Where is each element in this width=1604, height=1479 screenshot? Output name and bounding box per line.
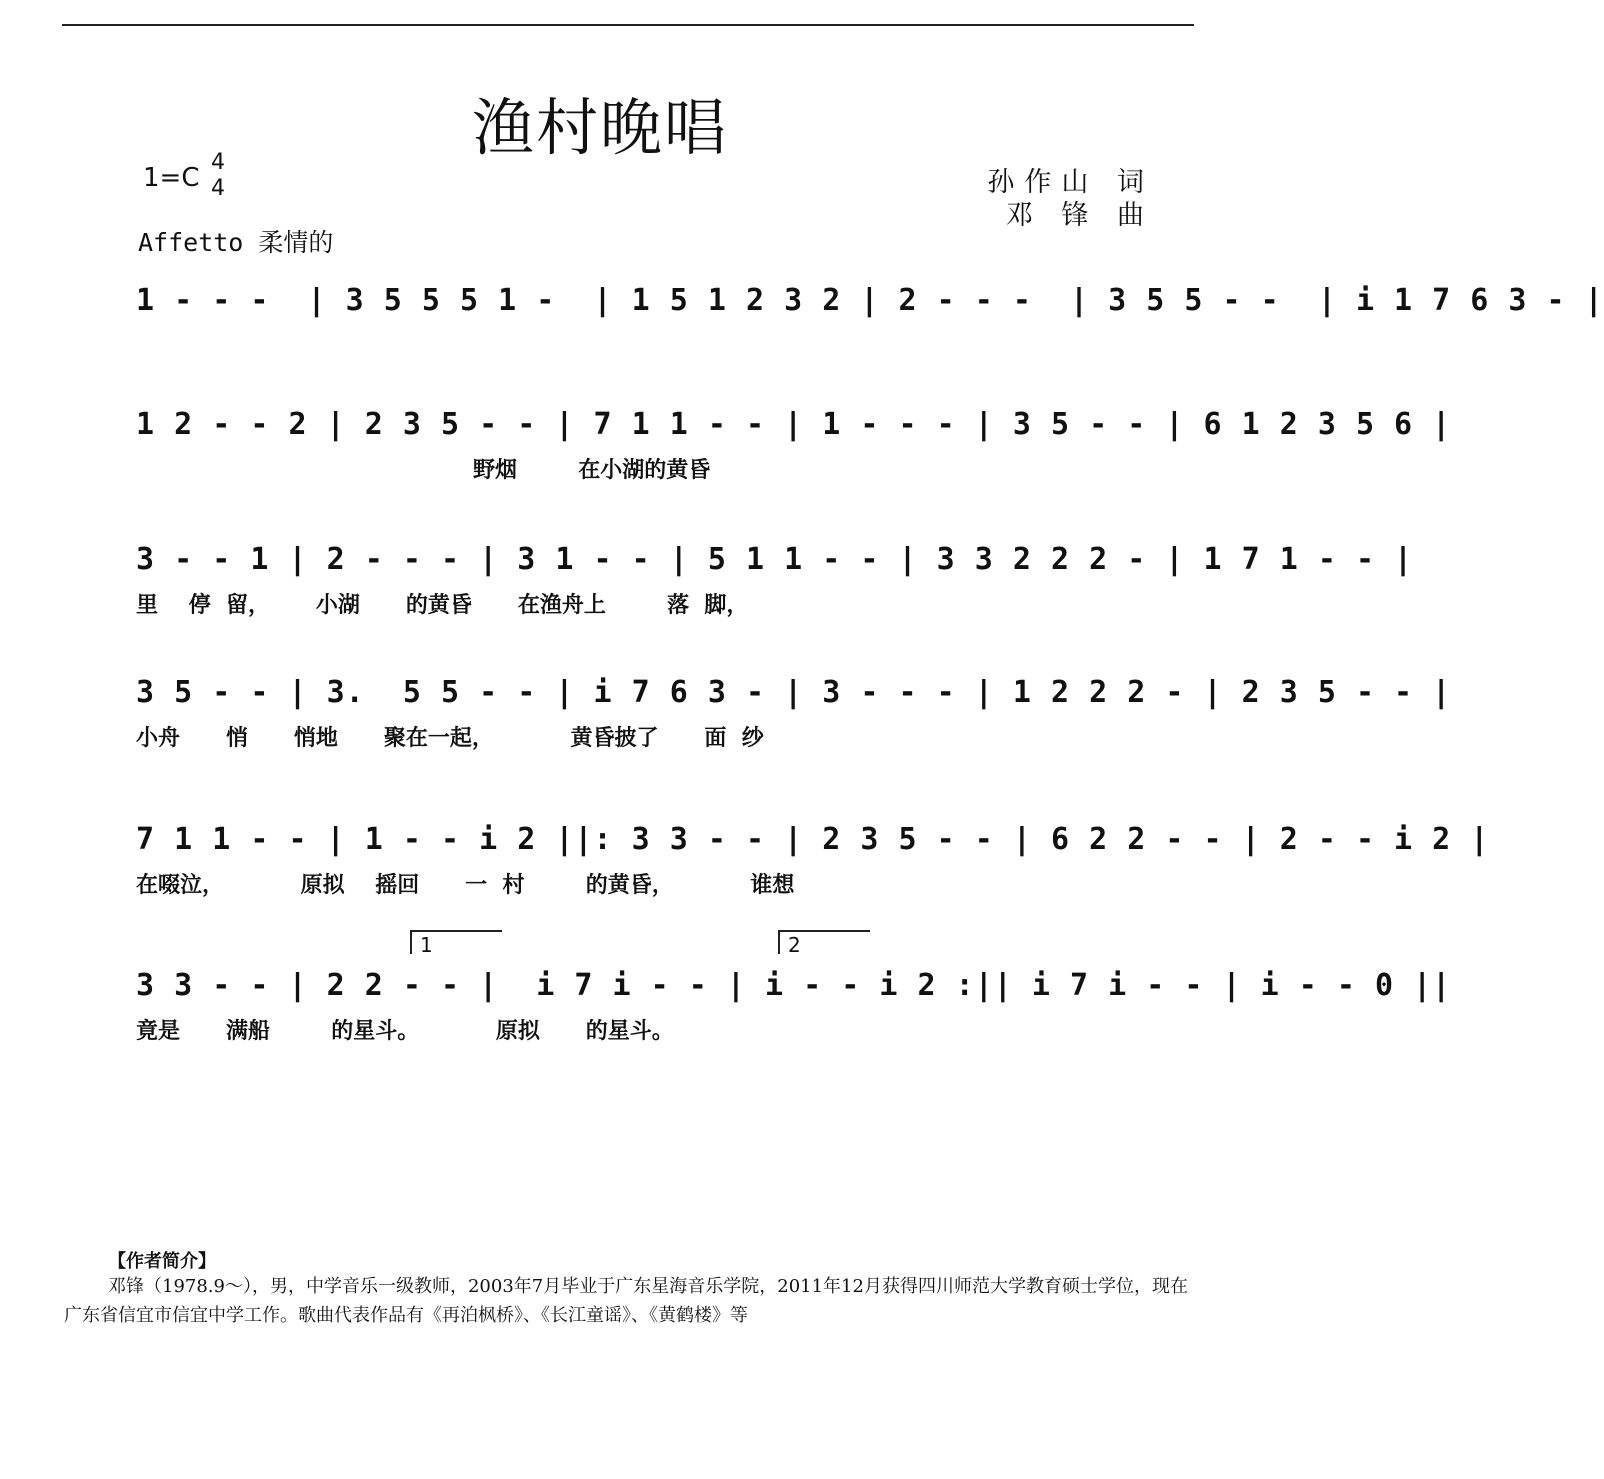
top-rule	[62, 24, 1194, 26]
lyrics-line: 里 停 留， 小湖 的黄昏 在渔舟上 落 脚，	[136, 592, 749, 618]
notes-line: 7 1 1 - - | 1 - - i 2 ||: 3 3 - - | 2 3 5 - - | 6 2 2 - - | 2 - - i 2 |	[136, 822, 1490, 857]
composer-credit: 邓 锋 曲	[1005, 200, 1154, 231]
lyrics-line: 在啜泣， 原拟 摇回 一 村 的黄昏， 谁想	[136, 872, 795, 898]
time-bottom: 4	[211, 176, 225, 201]
key-signature: 1=C	[143, 163, 200, 193]
notes-line: 1 - - - | 3 5 5 5 1 - | 1 5 1 2 3 2 | 2 - - - | 3 5 5 - - | i 1 7 6 3 - |	[136, 283, 1604, 318]
lyrics-line: 小舟 悄 悄地 聚在一起， 黄昏披了 面 纱	[136, 725, 764, 751]
score-row-2	[136, 407, 1452, 483]
score-row-5	[136, 822, 1490, 898]
lyricist-credit: 孙作山 词	[987, 167, 1154, 198]
time-top: 4	[211, 150, 225, 175]
volta-bracket-first: 1	[410, 930, 502, 954]
lyrics-line: 野烟 在小湖的黄昏	[136, 457, 711, 483]
bio-heading: 【作者简介】	[108, 1251, 216, 1272]
time-signature	[208, 150, 228, 202]
volta-bracket-second: 2	[778, 930, 870, 954]
notes-line: 1 2 - - 2 | 2 3 5 - - | 7 1 1 - - | 1 - - - | 3 5 - - | 6 1 2 3 5 6 |	[136, 407, 1452, 442]
score-row-6	[136, 968, 1452, 1044]
score-row-4	[136, 675, 1452, 751]
score-row-1	[136, 283, 1604, 343]
notes-line: 3 - - 1 | 2 - - - | 3 1 - - | 5 1 1 - - | 3 3 2 2 2 - | 1 7 1 - - |	[136, 542, 1414, 577]
lyrics-line: 竟是 满船 的星斗。 原拟 的星斗。	[136, 1018, 674, 1044]
notes-line: 3 5 - - | 3. 5 5 - - | i 7 6 3 - | 3 - - - | 1 2 2 2 - | 2 3 5 - - |	[136, 675, 1452, 710]
tempo-marking: Affetto 柔情的	[138, 228, 334, 257]
song-title: 渔村晚唱	[471, 91, 728, 164]
score-row-3	[136, 542, 1414, 618]
notes-line: 3 3 - - | 2 2 - - | i 7 i - - | i - - i 2 :|| i 7 i - - | i - - 0 ||	[136, 968, 1452, 1003]
bio-paragraph: 邓锋（1978.9～），男，中学音乐一级教师，2003年7月毕业于广东星海音乐学院，2011年12月获得四川师范大学教育硕士学位，现在广东省信宜市信宜中学工作。歌曲代表作品有《再泊枫桥》、《长江童谣》、《黄鹤楼》等	[64, 1276, 1188, 1326]
